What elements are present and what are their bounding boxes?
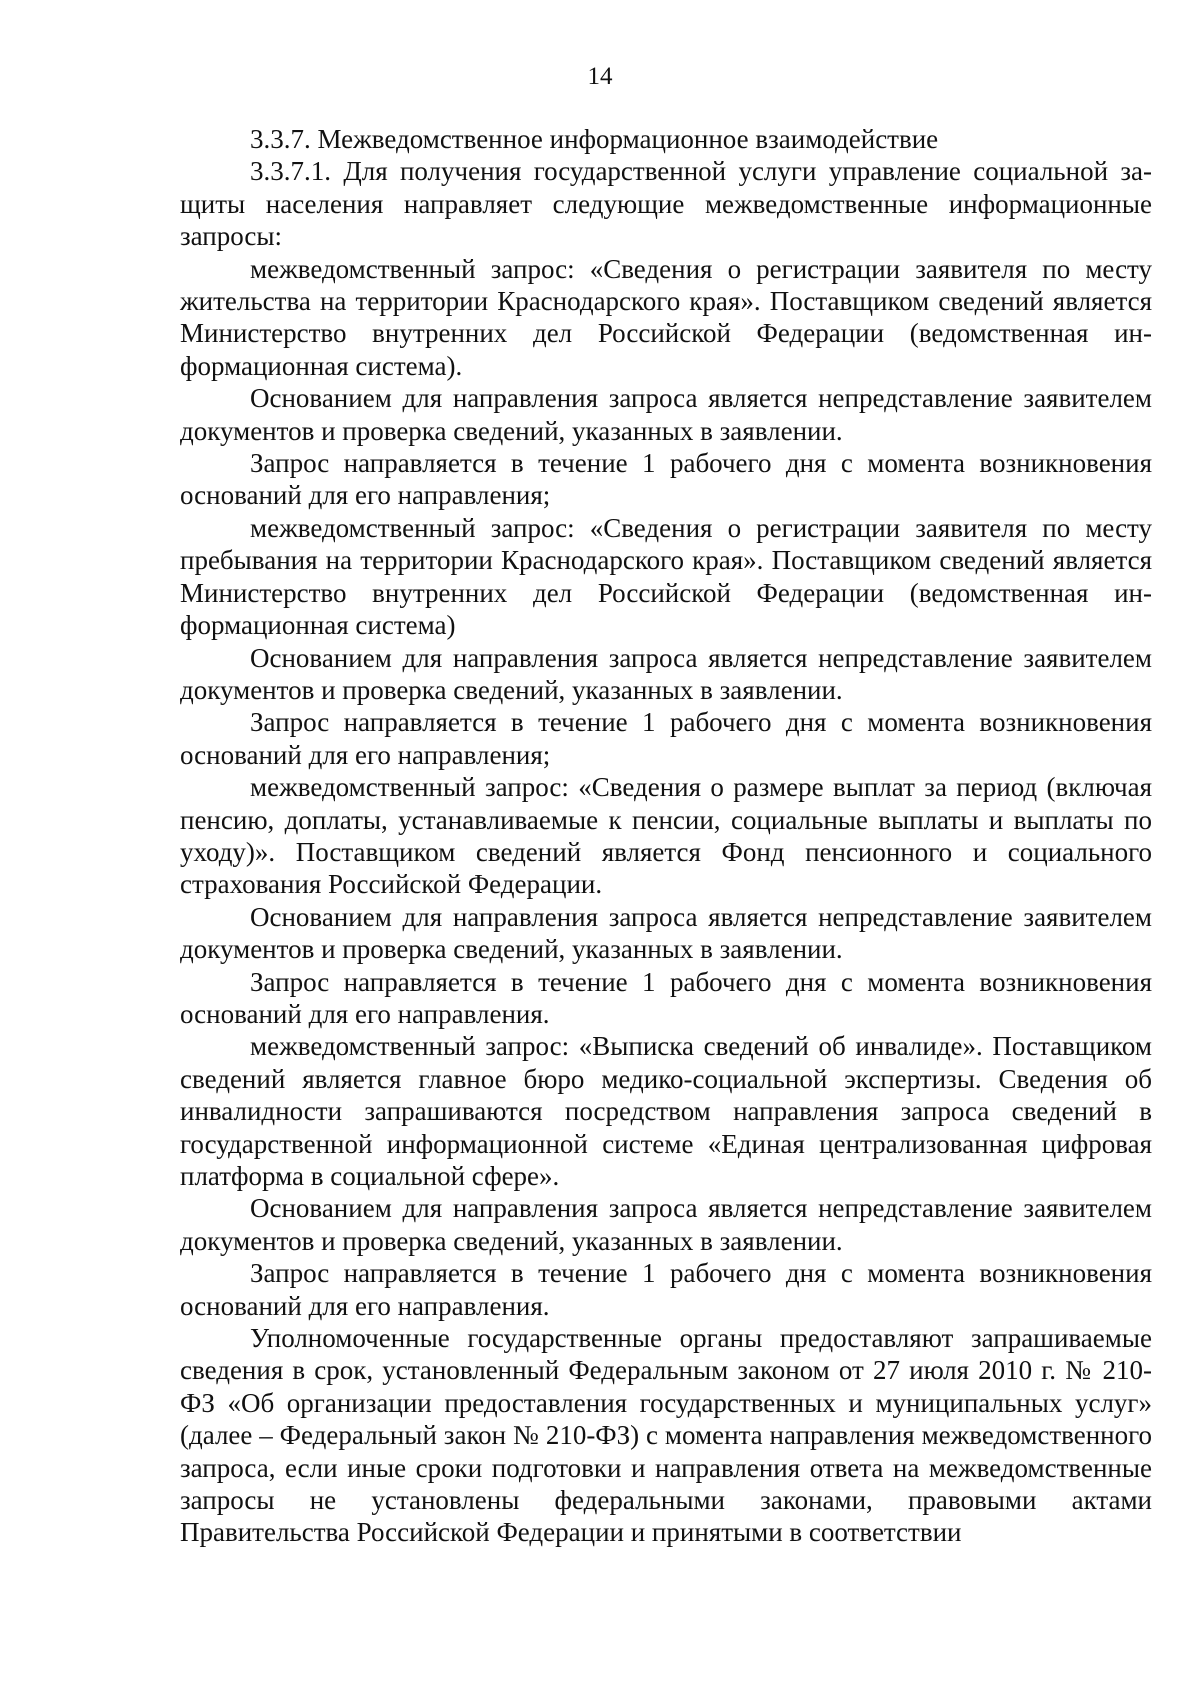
paragraph: межведомственный запрос: «Сведения о размере выплат за период (включая пенсию, доплаты, устанавливаемые к пенсии, социальные выплаты и выплаты по уходу)». Поставщиком сведений является Фонд пенсионного и социального страхования Российской Федерации. <box>180 772 1152 900</box>
paragraph: Основанием для направления запроса является непредставление заявителем документов и проверка сведений, указанных в заявлении. <box>180 1193 1152 1256</box>
paragraph: Запрос направляется в течение 1 рабочего дня с момента возникновения оснований для его направления; <box>180 448 1152 511</box>
paragraph: межведомственный запрос: «Выписка сведений об инвалиде». Поставщиком сведений является главное бюро медико-социальной экспертизы. Сведения об инвалидности запрашиваются посредством направления запроса сведений в государственной информационной системе «Единая централизованная цифровая платформа в социальной сфере». <box>180 1031 1152 1191</box>
paragraph: Основанием для направления запроса является непредставление заявителем документов и проверка сведений, указанных в заявлении. <box>180 901 1152 965</box>
paragraph: Запрос направляется в течение 1 рабочего дня с момента возникновения оснований для его направления; <box>180 707 1152 770</box>
paragraph: Запрос направляется в течение 1 рабочего дня с момента возникновения оснований для его направления. <box>180 1258 1152 1321</box>
section-heading: 3.3.7. Межведомственное информационное взаимодействие <box>250 124 939 154</box>
paragraph: Уполномоченные государственные органы предоставляют запрашиваемые сведения в срок, установленный Федеральным законом от 27 июля 2010 г. № 210-ФЗ «Об организации предоставления государственных и муниципальных услуг» (далее – Федеральный закон № 210-ФЗ) с момента направления межведомственного запроса, если иные сроки подготовки и направления ответа на межведомственные запросы не установлены федеральными законами, правовыми актами Правительства Российской Федерации и принятыми в соответствии <box>180 1323 1152 1548</box>
paragraph: 3.3.7.1. Для получения государственной услуги управление социальной защиты населения направляет следующие межведомственные информационные запросы: <box>180 156 1152 252</box>
document-body <box>180 123 1152 1549</box>
paragraph: Основанием для направления запроса является непредставление заявителем документов и проверка сведений, указанных в заявлении. <box>180 642 1152 705</box>
paragraph: межведомственный запрос: «Сведения о регистрации заявителя по месту жительства на территории Краснодарского края». Поставщиком сведений является Министерство внутренних дел Российской Федерации (ведомственная информационная система). <box>180 253 1152 381</box>
paragraph: Запрос направляется в течение 1 рабочего дня с момента возникновения оснований для его направления. <box>180 966 1152 1029</box>
paragraph: Основанием для направления запроса является непредставление заявителем документов и проверка сведений, указанных в заявлении. <box>180 383 1152 446</box>
paragraph: межведомственный запрос: «Сведения о регистрации заявителя по месту пребывания на территории Краснодарского края». Поставщиком сведений является Министерство внутренних дел Российской Федерации (ведомственная информационная система) <box>180 512 1152 641</box>
page-number: 14 <box>587 63 613 90</box>
